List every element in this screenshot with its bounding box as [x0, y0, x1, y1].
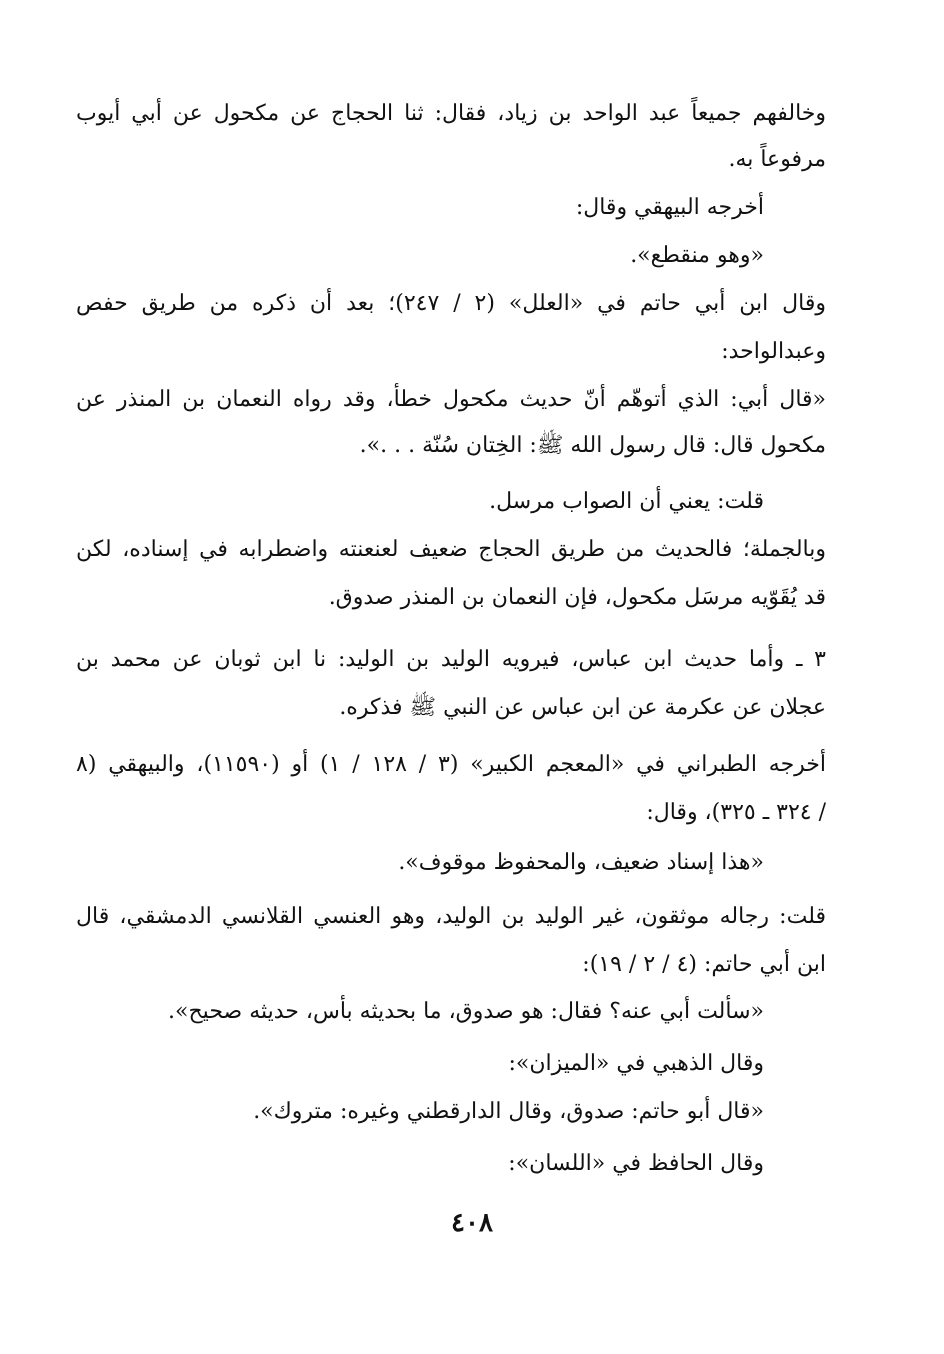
text-line: وبالجملة؛ فالحديث من طريق الحجاج ضعيف لعنعنته واضطرابه في إسناده، لكن	[76, 537, 826, 562]
text-line: قلت: يعني أن الصواب مرسل.	[489, 489, 764, 514]
text-line: «سألت أبي عنه؟ فقال: هو صدوق، ما بحديثه بأس، حديثه صحيح».	[168, 999, 764, 1024]
text-line: قد يُقَوّيه مرسَل مكحول، فإن النعمان بن المنذر صدوق.	[328, 585, 826, 610]
text-line: «وهو منقطع».	[630, 243, 764, 268]
page-number: ٤٠٨	[451, 1208, 493, 1238]
text-line: «قال أبي: الذي أتوهّم أنّ حديث مكحول خطأ، وقد رواه النعمان بن المنذر عن	[76, 387, 826, 412]
text-line: «قال أبو حاتم: صدوق، وقال الدارقطني وغيره: متروك».	[253, 1099, 764, 1124]
text-line: / ٣٢٤ ـ ٣٢٥)، وقال:	[646, 800, 826, 825]
text-line: مرفوعاً به.	[728, 147, 826, 172]
text-line: قلت: رجاله موثقون، غير الوليد بن الوليد، وهو العنسي القلانسي الدمشقي، قال	[76, 904, 826, 929]
text-line: ابن أبي حاتم: (٤ / ٢ / ١٩):	[582, 952, 826, 977]
text-line: مكحول قال: قال رسول الله ﷺ: الخِتان سُنّة . . .».	[359, 433, 826, 458]
text-line: ٣ ـ وأما حديث ابن عباس، فيرويه الوليد بن الوليد: نا ابن ثوبان عن محمد بن	[76, 647, 826, 672]
text-line: وقال الذهبي في «الميزان»:	[508, 1051, 764, 1076]
text-line: عجلان عن عكرمة عن ابن عباس عن النبي ﷺ فذكره.	[339, 695, 826, 720]
text-line: وعبدالواحد:	[721, 339, 826, 364]
text-line: وقال الحافظ في «اللسان»:	[508, 1151, 764, 1176]
text-line: وخالفهم جميعاً عبد الواحد بن زياد، فقال: ثنا الحجاج عن مكحول عن أبي أيوب	[76, 101, 826, 126]
text-line: أخرجه الطبراني في «المعجم الكبير» (٣ / ١٢٨ / ١) أو (١١٥٩٠)، والبيهقي (٨	[76, 752, 827, 777]
text-line: أخرجه البيهقي وقال:	[575, 195, 764, 220]
text-line: وقال ابن أبي حاتم في «العلل» (٢ / ٢٤٧)؛ بعد أن ذكره من طريق حفص	[76, 291, 827, 316]
text-line: «هذا إسناد ضعيف، والمحفوظ موقوف».	[398, 850, 764, 875]
